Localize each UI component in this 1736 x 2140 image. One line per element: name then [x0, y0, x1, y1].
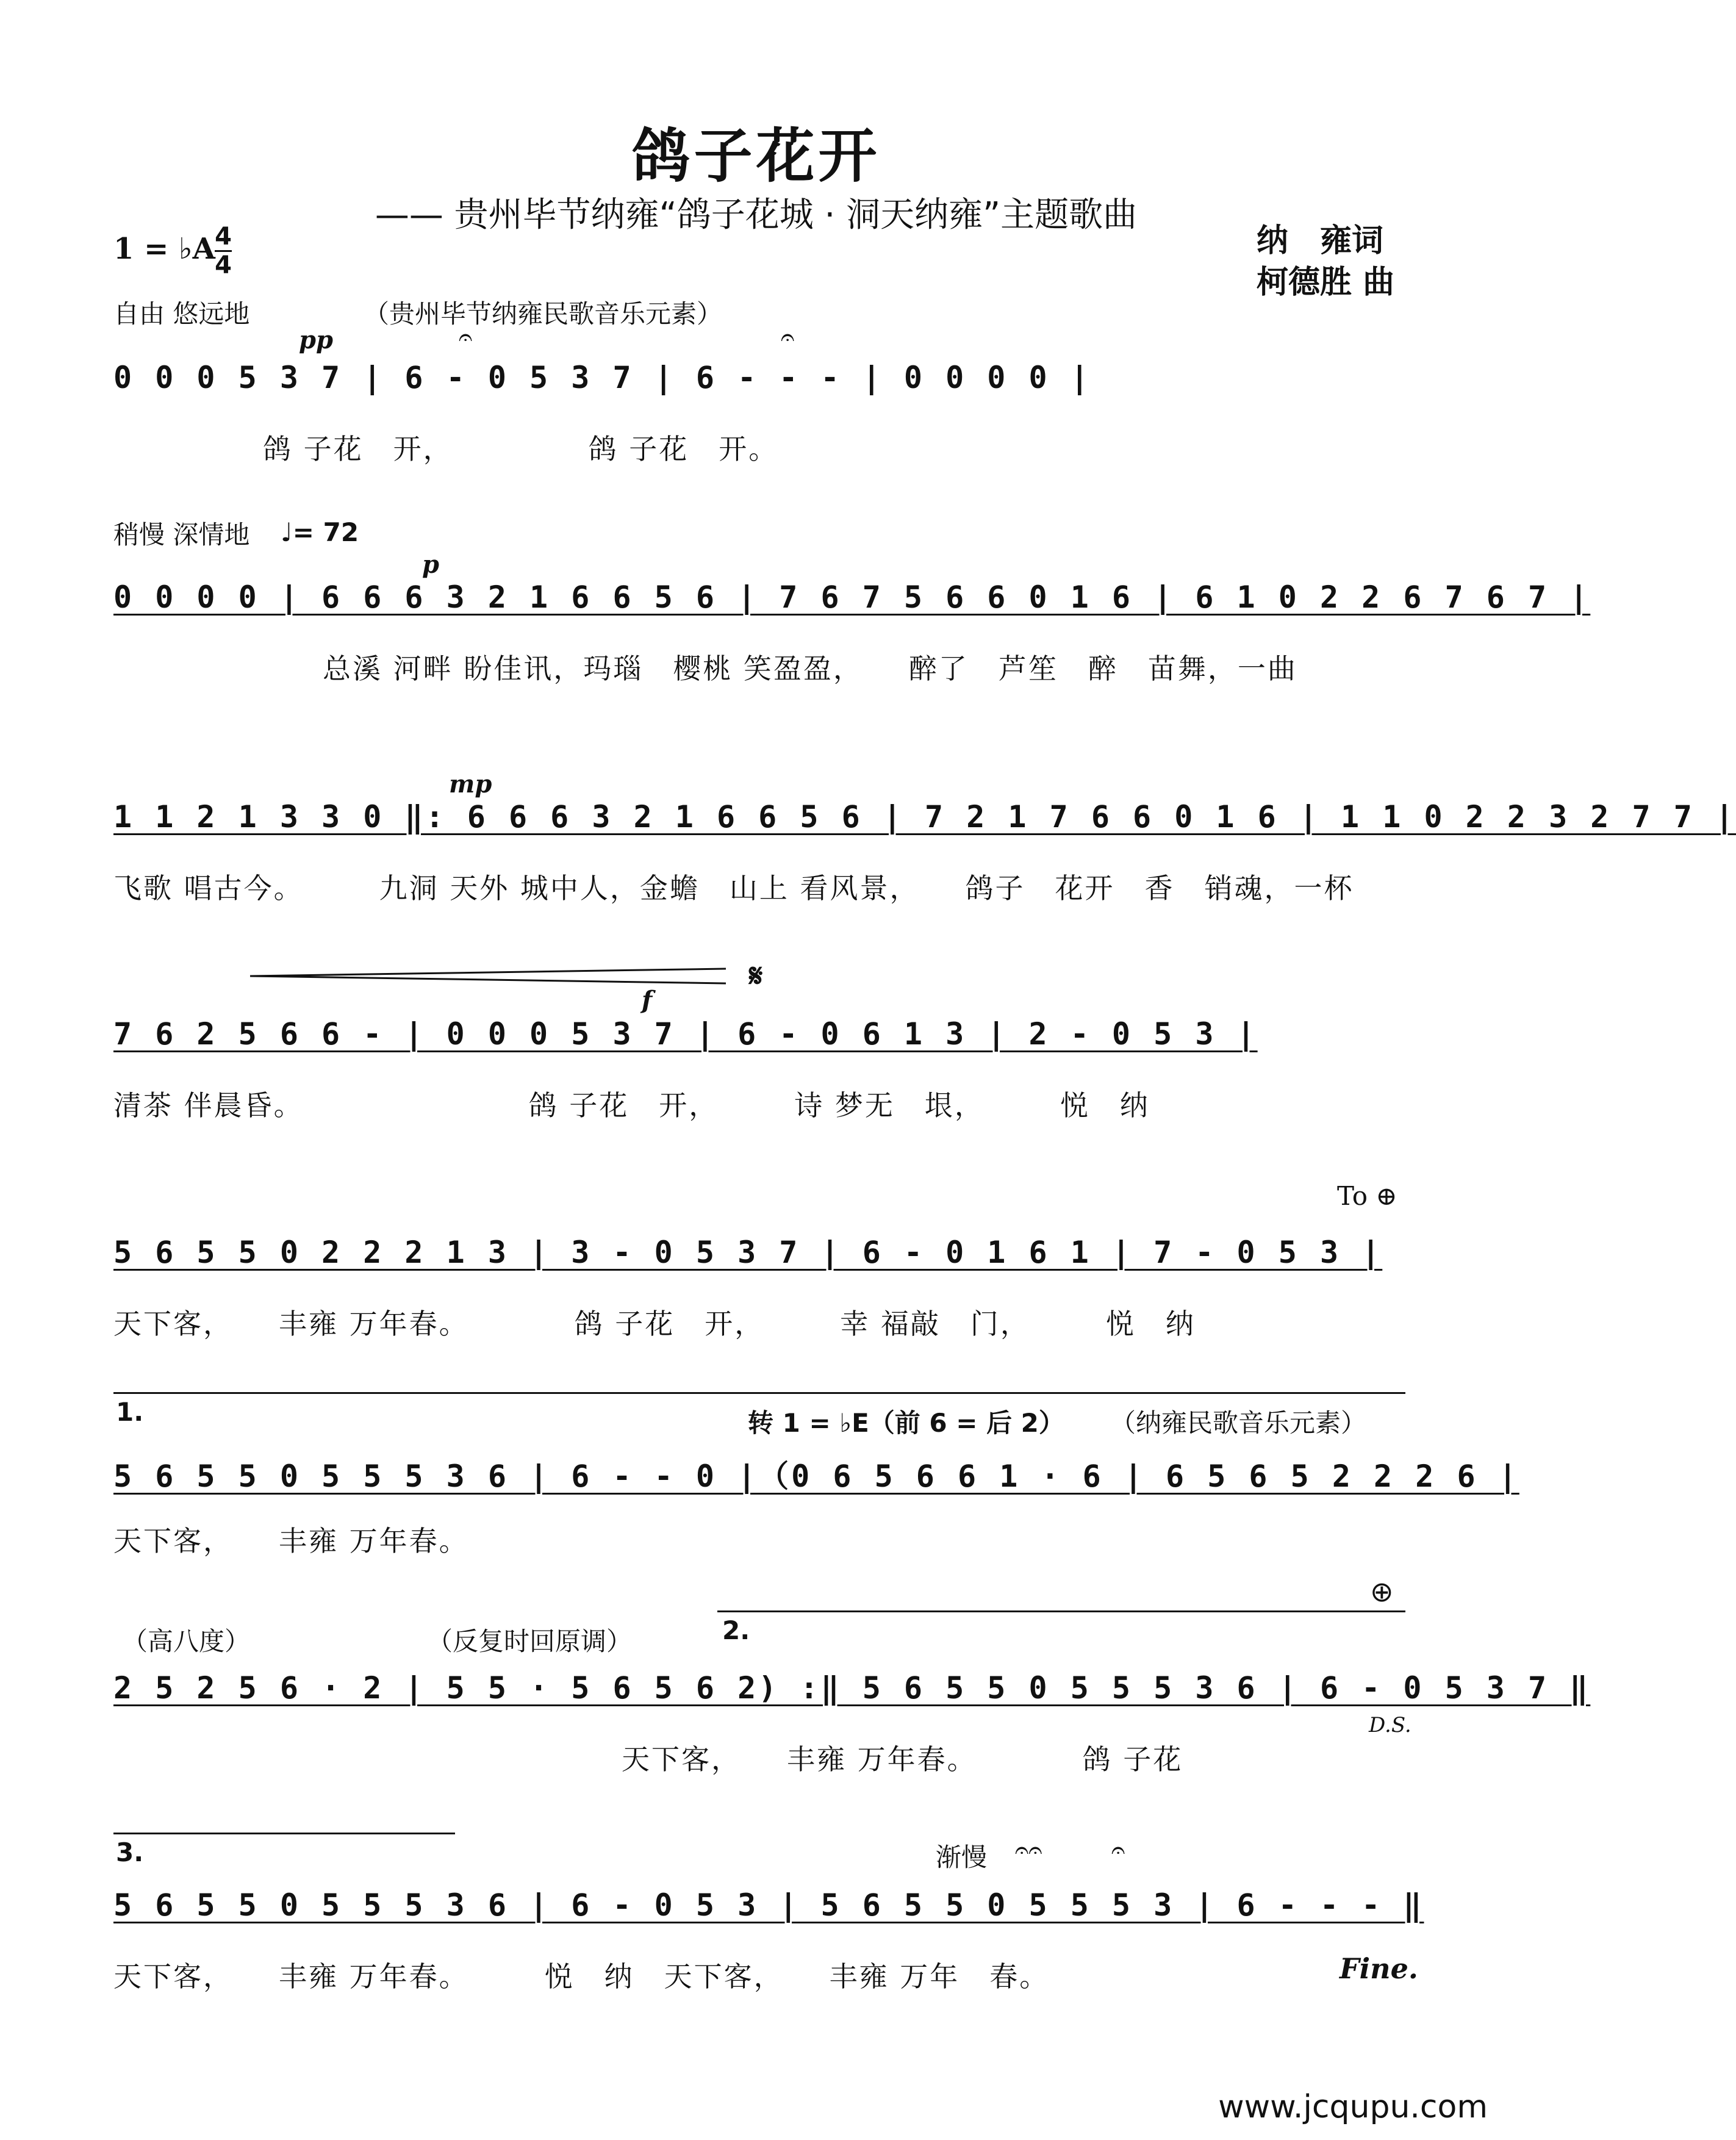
lyrics: 天下客， 丰雍 万年春。 鸽 子花 开， 幸 福敲 门， 悦 纳: [113, 1307, 1196, 1340]
modulation-label: 转 1 = ♭E（前 6 = 后 2）: [748, 1408, 1064, 1438]
lyrics: 天下客， 丰雍 万年春。: [113, 1524, 469, 1557]
time-signature-bottom: 4: [215, 251, 232, 279]
composer-credit: 柯德胜 曲: [1257, 264, 1395, 301]
dynamic-p: p: [422, 550, 439, 579]
volta-line-1: [113, 1392, 1405, 1394]
notes: 5 6 5 5 0 2 2 2 1 3 | 3 - 0 5 3 7 | 6 - 0 1 6 1 | 7 - 0 5 3 |: [113, 1235, 1383, 1270]
score-row-4: [113, 1016, 1405, 1122]
verse-tempo: 稍慢 深情地: [113, 520, 250, 550]
to-coda-mark: To ⊕: [1337, 1181, 1397, 1211]
notes: 0 0 0 0 | 6 6 6 3 2 1 6 6 5 6 | 7 6 7 5 6 6 0 1 6 | 6 1 0 2 2 6 7 6 7 |: [113, 580, 1591, 615]
score-row-6: [113, 1452, 1519, 1557]
volta-line-3: [113, 1833, 455, 1834]
segno-icon: 𝄋: [749, 958, 763, 994]
notes: 5 6 5 5 0 5 5 5 3 6 | 6 - - 0 |（0 6 5 6 6 1 · 6 | 6 5 6 5 2 2 2 6 |: [113, 1459, 1519, 1494]
volta-line-2: [717, 1610, 1405, 1612]
metronome-mark: ♩= 72: [281, 517, 359, 547]
lyrics: 总溪 河畔 盼佳讯，玛瑙 樱桃 笑盈盈， 醉了 芦笙 醉 苗舞，一曲: [113, 652, 1297, 685]
lyrics: 天下客， 丰雍 万年春。 悦 纳 天下客， 丰雍 万年 春。: [113, 1960, 1050, 1993]
crescendo-hairpin: [250, 968, 726, 985]
dynamic-f: f: [642, 986, 653, 1014]
intro-note: （贵州毕节纳雍民歌音乐元素）: [364, 299, 723, 329]
score-row-5: [113, 1235, 1405, 1340]
time-signature-top: 4: [215, 223, 232, 251]
fermata-icon: 𝄐𝄐: [1015, 1836, 1042, 1864]
dynamic-pp: pp: [299, 326, 333, 354]
score-row-3: [113, 799, 1736, 905]
notes: 5 6 5 5 0 5 5 5 3 6 | 6 - 0 5 3 | 5 6 5 5 0 5 5 5 3 | 6 - - - ‖: [113, 1887, 1424, 1923]
lyrics: 鸽 子花 开， 鸽 子花 开。: [113, 433, 779, 465]
song-title: 鸽子花开: [631, 122, 881, 190]
fermata-icon: 𝄐: [781, 323, 795, 351]
time-signature: [215, 223, 232, 279]
notes: 2 5 2 5 6 · 2 | 5 5 · 5 6 5 6 2) :‖ 5 6 5 5 0 5 5 5 3 6 | 6 - 0 5 3 7 ‖: [113, 1670, 1591, 1706]
notes: 0 0 0 5 3 7 | 6 - 0 5 3 7 | 6 - - - | 0 0 0 0 |: [113, 360, 1091, 395]
notes: 7 6 2 5 6 6 - | 0 0 0 5 3 7 | 6 - 0 6 1 3 | 2 - 0 5 3 |: [113, 1016, 1258, 1052]
score-row-2: [113, 580, 1591, 685]
fine-mark: Fine.: [1340, 1952, 1418, 1985]
notes: 1 1 2 1 3 3 0 ‖: 6 6 6 3 2 1 6 6 5 6 | 7 2 1 7 6 6 0 1 6 | 1 1 0 2 2 3 2 7 7 |: [113, 799, 1736, 835]
fermata-icon: 𝄐: [1111, 1836, 1125, 1864]
ds-mark: D.S.: [1369, 1713, 1411, 1737]
score-row-1: [113, 360, 1405, 465]
volta-1-label: 1.: [116, 1397, 144, 1427]
volta-2-label: 2.: [722, 1615, 750, 1645]
ritardando-label: 渐慢: [936, 1842, 988, 1872]
volta-3-label: 3.: [116, 1837, 144, 1867]
lyricist-credit: 纳 雍词: [1257, 223, 1384, 259]
lyrics: 飞歌 唱古今。 九洞 天外 城中人，金蟾 山上 看风景， 鸽子 花开 香 销魂，一杯: [113, 872, 1354, 905]
repeat-note: （反复时回原调）: [427, 1626, 633, 1656]
lyrics: 清茶 伴晨昏。 鸽 子花 开， 诗 梦无 垠， 悦 纳: [113, 1089, 1150, 1122]
site-watermark[interactable]: www.jcqupu.com: [1218, 2089, 1488, 2125]
dynamic-mp: mp: [449, 770, 492, 799]
lyrics: 天下客， 丰雍 万年春。 鸽 子花: [113, 1743, 1183, 1776]
song-subtitle: —— 贵州毕节纳雍“鸽子花城 · 洞天纳雍”主题歌曲: [375, 195, 1138, 235]
octave-note: （高八度）: [122, 1626, 251, 1656]
intro-tempo: 自由 悠远地: [113, 299, 250, 329]
key-signature: 1 = ♭A: [113, 232, 215, 266]
fermata-icon: 𝄐: [459, 323, 473, 351]
modulation-note: （纳雍民歌音乐元素）: [1110, 1408, 1367, 1438]
coda-icon: ⊕: [1370, 1575, 1394, 1608]
